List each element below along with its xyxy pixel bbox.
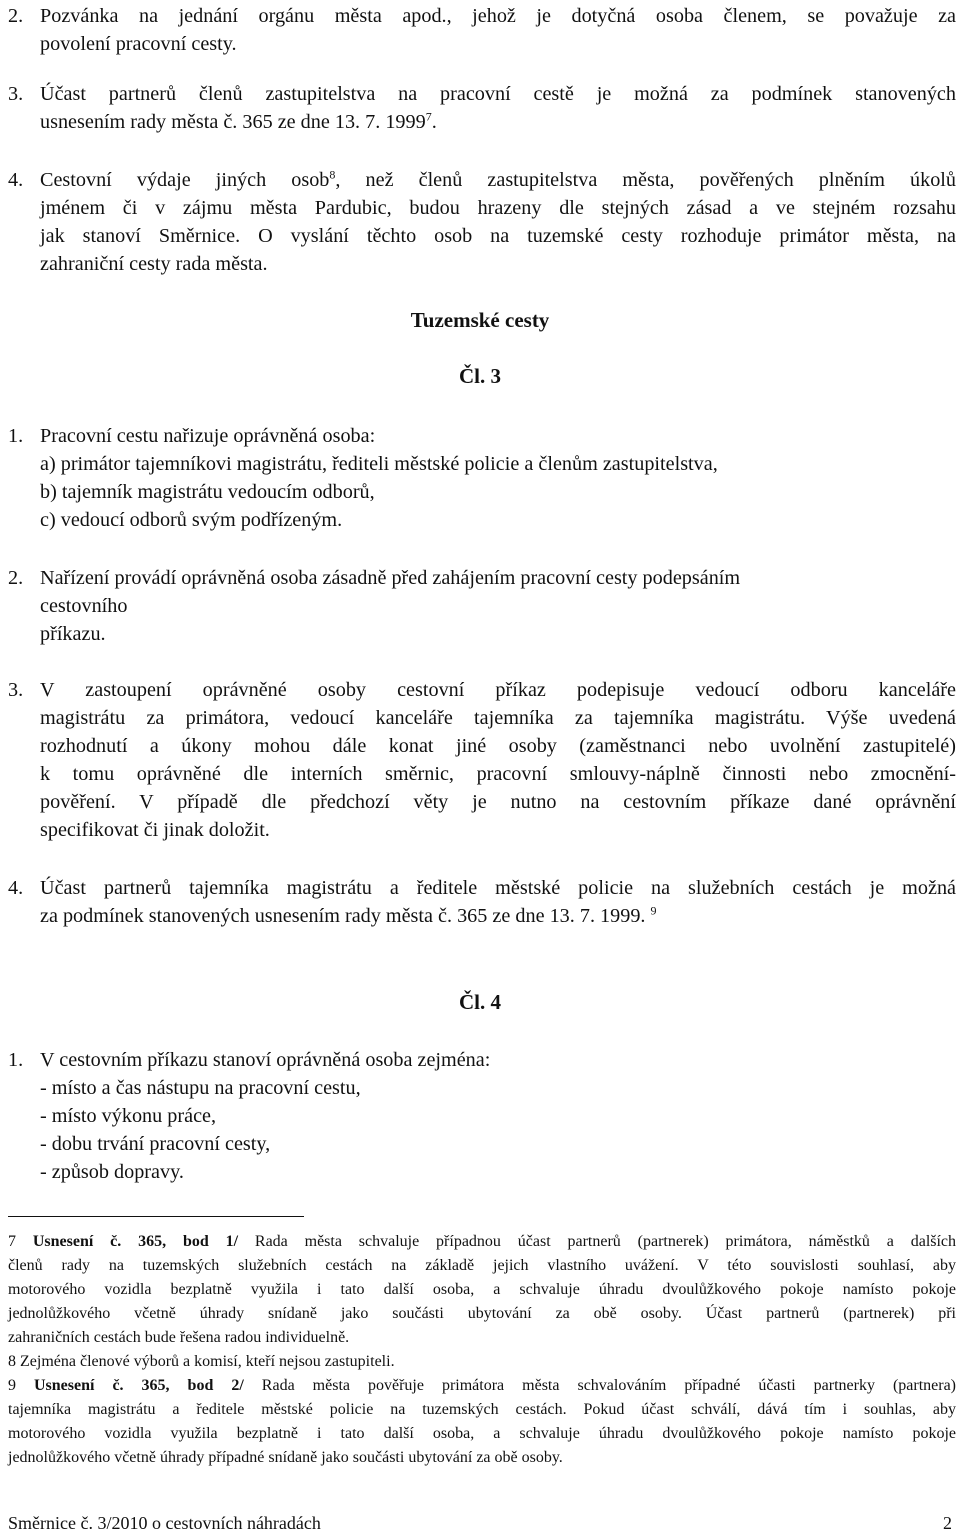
paragraph-text: usnesením rady města č. 365 ze dne 13. 7. 1999: [40, 111, 426, 133]
paragraph-text: V cestovním příkazu stanoví oprávněná osoba zejména:: [40, 1049, 491, 1071]
paragraph-4: [8, 166, 956, 278]
footnote-separator: [8, 1216, 304, 1217]
list-item: c) vedoucí odborů svým podřízeným.: [40, 509, 343, 531]
paragraph-number: 2.: [8, 567, 24, 589]
article3-paragraph-3: [8, 676, 956, 844]
paragraph-text: jménem či v zájmu města Pardubic, budou hrazeny dle stejných zásad a ve stejném rozsahu: [40, 197, 956, 219]
footnote-text: jednolůžkového včetně úhrady snídaně jako součásti ubytování za obě osoby. Účast partnerů (partnerek) při: [8, 1305, 956, 1322]
list-item: a) primátor tajemníkovi magistrátu, řediteli městské policie a členům zastupitelstva,: [40, 453, 718, 475]
footnote-text: tajemníka magistrátu a ředitele městské policie na tuzemských cestách. Pokud účast schválí, dává tím i souhlas, aby: [8, 1401, 956, 1418]
paragraph-number: 1.: [8, 1049, 24, 1071]
paragraph-text: povolení pracovní cesty.: [40, 33, 237, 55]
footnote-number: 7: [8, 1233, 16, 1250]
paragraph-text: Účast partnerů členů zastupitelstva na pracovní cestě je možná za podmínek stanovených: [40, 83, 956, 105]
footer-document-title: Směrnice č. 3/2010 o cestovních náhradách: [8, 1513, 321, 1533]
footnote-reference: 9: [650, 903, 657, 918]
footnote-resolution-ref: Usnesení č. 365, bod 1/: [32, 1233, 239, 1250]
paragraph-text: pověření. V případě dle předchozí věty je nutno na cestovním příkaze dané oprávnění: [40, 791, 956, 813]
footnote-reference: 8: [329, 167, 336, 182]
page-number: 2: [943, 1513, 952, 1533]
footnote-text: zahraničních cestách bude řešena radou individuelně.: [8, 1329, 350, 1346]
list-item: - dobu trvání pracovní cesty,: [40, 1133, 271, 1155]
paragraph-text: za podmínek stanovených usnesením rady města č. 365 ze dne 13. 7. 1999.: [40, 905, 646, 927]
footnote-text: Rada města schvaluje případnou účast partnerů (partnerek) primátora, náměstků a dalších: [254, 1233, 957, 1250]
paragraph-text: Pozvánka na jednání orgánu města apod., jehož je dotyčná osoba členem, se považuje za: [40, 5, 956, 27]
footnote-8: [8, 1350, 956, 1374]
footnote-9: [8, 1374, 956, 1470]
paragraph-number: 1.: [8, 425, 24, 447]
paragraph-text: zahraniční cesty rada města.: [40, 253, 268, 275]
paragraph-text: Nařízení provádí oprávněná osoba zásadně před zahájením pracovní cesty podepsáním: [40, 567, 741, 589]
list-item: b) tajemník magistrátu vedoucím odborů,: [40, 481, 375, 503]
paragraph-text: jak stanoví Směrnice. O vyslání těchto osob na tuzemské cesty rozhoduje primátor města, na: [40, 225, 956, 247]
paragraph-2: [8, 2, 956, 58]
list-item: - místo výkonu práce,: [40, 1105, 217, 1127]
article-heading: Čl. 4: [459, 990, 501, 1014]
footnote-number: 8: [8, 1353, 16, 1370]
list-item: - místo a čas nástupu na pracovní cestu,: [40, 1077, 361, 1099]
page-footer: [8, 1512, 952, 1534]
paragraph-text: Účast partnerů tajemníka magistrátu a ředitele městské policie na služebních cestách je možná: [40, 877, 956, 899]
footnote-text: jednolůžkového včetně úhrady případné snídaně jako součásti ubytování za obě osoby.: [8, 1449, 563, 1466]
paragraph-text: Pracovní cestu nařizuje oprávněná osoba:: [40, 425, 376, 447]
paragraph-number: 3.: [8, 679, 24, 701]
punctuation: .: [431, 111, 437, 133]
footnote-text: motorového vozidla bezplatně využila i tato další osoba, a schvaluje úhradu dvoulůžkového pokoje namísto pokoje: [8, 1281, 956, 1298]
article3-paragraph-4: [8, 874, 956, 930]
paragraph-number: 4.: [8, 877, 24, 899]
footnote-text: členů rady na tuzemských služebních cestách na základě jejich vlastního uvážení. V této souvislosti souhlasí, aby: [8, 1257, 956, 1274]
paragraph-text: magistrátu za primátora, vedoucí kanceláře tajemníka za tajemníka magistrátu. Výše uvedená: [40, 707, 956, 729]
paragraph-text: , než členů zastupitelstva města, pověřených plněním úkolů: [335, 169, 956, 191]
article3-paragraph-2: [8, 564, 956, 648]
paragraph-text: V zastoupení oprávněné osoby cestovní příkaz podepisuje vedoucí odboru kanceláře: [40, 679, 956, 701]
paragraph-text: rozhodnutí a úkony mohou dále konat jiné osoby (zaměstnanci nebo uvolnění zastupitelé): [40, 735, 956, 757]
paragraph-text: příkazu.: [40, 623, 106, 645]
paragraph-text: cestovního: [40, 595, 128, 617]
paragraph-3: [8, 80, 956, 136]
footnote-resolution-ref: Usnesení č. 365, bod 2/: [34, 1377, 244, 1394]
footnote-reference: 7: [425, 109, 432, 124]
article4-paragraph-1: [8, 1046, 956, 1186]
paragraph-text: specifikovat či jinak doložit.: [40, 819, 270, 841]
paragraph-number: 2.: [8, 5, 24, 27]
article-heading: Čl. 3: [459, 364, 501, 388]
list-item: - způsob dopravy.: [40, 1161, 184, 1183]
paragraph-text: k tomu oprávněné dle interních směrnic, pracovní smlouvy-náplně činnosti nebo zmocnění-: [40, 763, 956, 785]
paragraph-text: Cestovní výdaje jiných osob: [40, 169, 330, 191]
footnote-7: [8, 1230, 956, 1350]
paragraph-number: 4.: [8, 169, 24, 191]
footnote-text: motorového vozidla využila bezplatně i tato další osoba, a schvaluje úhradu dvoulůžkového pokoje namísto pokoje: [8, 1425, 956, 1442]
footnote-text: Zejména členové výborů a komisí, kteří nejsou zastupiteli.: [20, 1353, 395, 1370]
article3-paragraph-1: [8, 422, 956, 534]
paragraph-number: 3.: [8, 83, 24, 105]
footnote-number: 9: [8, 1377, 16, 1394]
section-heading: Tuzemské cesty: [410, 308, 550, 332]
footnote-text: Rada města pověřuje primátora města schvalováním případné účasti partnerky (partnera): [261, 1377, 957, 1394]
